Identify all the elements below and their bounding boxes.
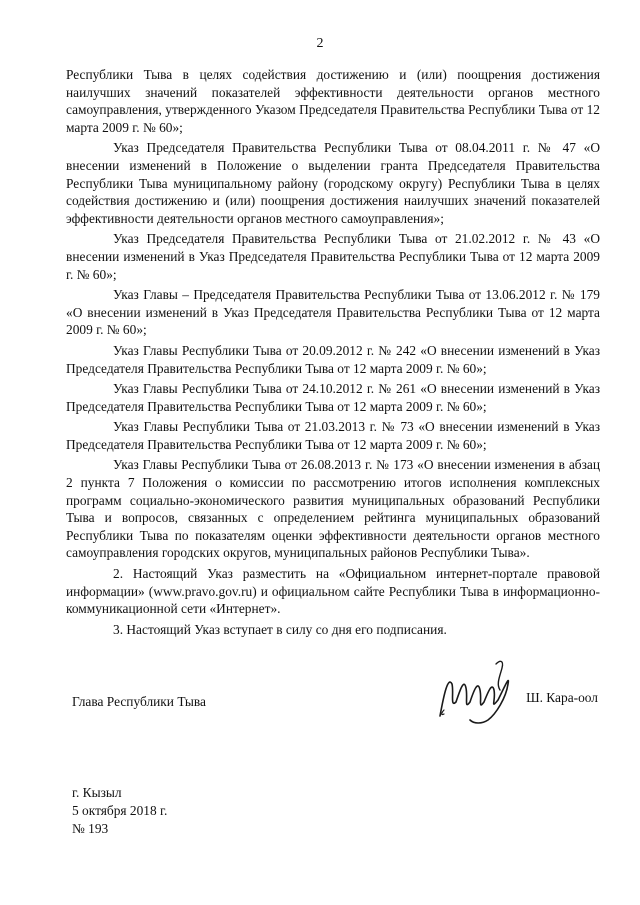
- paragraph-decree-2012-179: Указ Главы – Председателя Правительства Республики Тыва от 13.06.2012 г. № 179 «О внесении изменений в Указ Председателя Правительства Республики Тыва от 12 марта 2009 г. № 60»;: [66, 287, 600, 338]
- paragraph-decree-2013-173: Указ Главы Республики Тыва от 26.08.2013 г. № 173 «О внесении изменения в абзац 2 пункта 7 Положения о комиссии по рассмотрению итогов исполнения комплексных программ социально-экономического развития муниципальных образований Республики Тыва и вопросов, связанных с определением рейтинга муниципальных образований Республики Тыва по показателям оценки эффективности деятельности органов местного самоуправления городских округов, муниципальных районов Республики Тыва».: [66, 457, 600, 561]
- handwritten-signature: [430, 654, 526, 728]
- paragraph-item-3: 3. Настоящий Указ вступает в силу со дня его подписания.: [113, 621, 447, 637]
- signatory-name: Ш. Кара-оол: [526, 690, 598, 705]
- page-number: 2: [316, 36, 324, 51]
- issue-place: г. Кызыл: [72, 785, 122, 800]
- paragraph-continuation: Республики Тыва в целях содействия достижению и (или) поощрения достижения наилучших значений показателей эффективности деятельности органов местного самоуправления, утвержденного Указом Председателя Правительства Республики Тыва от 12 марта 2009 г. № 60»;: [66, 67, 600, 135]
- decree-body: [66, 66, 600, 638]
- paragraph-decree-2012-43: Указ Председателя Правительства Республики Тыва от 21.02.2012 г. № 43 «О внесении изменений в Указ Председателя Правительства Республики Тыва от 12 марта 2009 г. № 60»;: [66, 231, 600, 282]
- signatory-title: Глава Республики Тыва: [72, 694, 206, 709]
- decree-number: № 193: [72, 821, 109, 836]
- paragraph-item-2: 2. Настоящий Указ разместить на «Официальном интернет-портале правовой информации» (www.pravo.gov.ru) и официальном сайте Республики Тыва в информационно-коммуникационной сети «Интернет».: [66, 566, 600, 617]
- issue-date: 5 октября 2018 г.: [72, 803, 168, 818]
- paragraph-decree-2013-73: Указ Главы Республики Тыва от 21.03.2013 г. № 73 «О внесении изменений в Указ Председателя Правительства Республики Тыва от 12 марта 2009 г. № 60»;: [66, 419, 600, 452]
- place-date-block: [72, 784, 167, 838]
- paragraph-decree-2012-261: Указ Главы Республики Тыва от 24.10.2012 г. № 261 «О внесении изменений в Указ Председателя Правительства Республики Тыва от 12 марта 2009 г. № 60»;: [66, 381, 600, 414]
- paragraph-decree-2012-242: Указ Главы Республики Тыва от 20.09.2012 г. № 242 «О внесении изменений в Указ Председателя Правительства Республики Тыва от 12 марта 2009 г. № 60»;: [66, 342, 600, 376]
- paragraph-decree-2011-47: Указ Председателя Правительства Республики Тыва от 08.04.2011 г. № 47 «О внесении изменений в Положение о выделении гранта Председателя Правительства Республики Тыва муниципальному району (городскому округу) Республики Тыва в целях содействия достижению и (или) поощрения достижения наилучших значений показателей эффективности деятельности органов местного самоуправления»;: [66, 140, 600, 226]
- signature-block: [66, 654, 600, 734]
